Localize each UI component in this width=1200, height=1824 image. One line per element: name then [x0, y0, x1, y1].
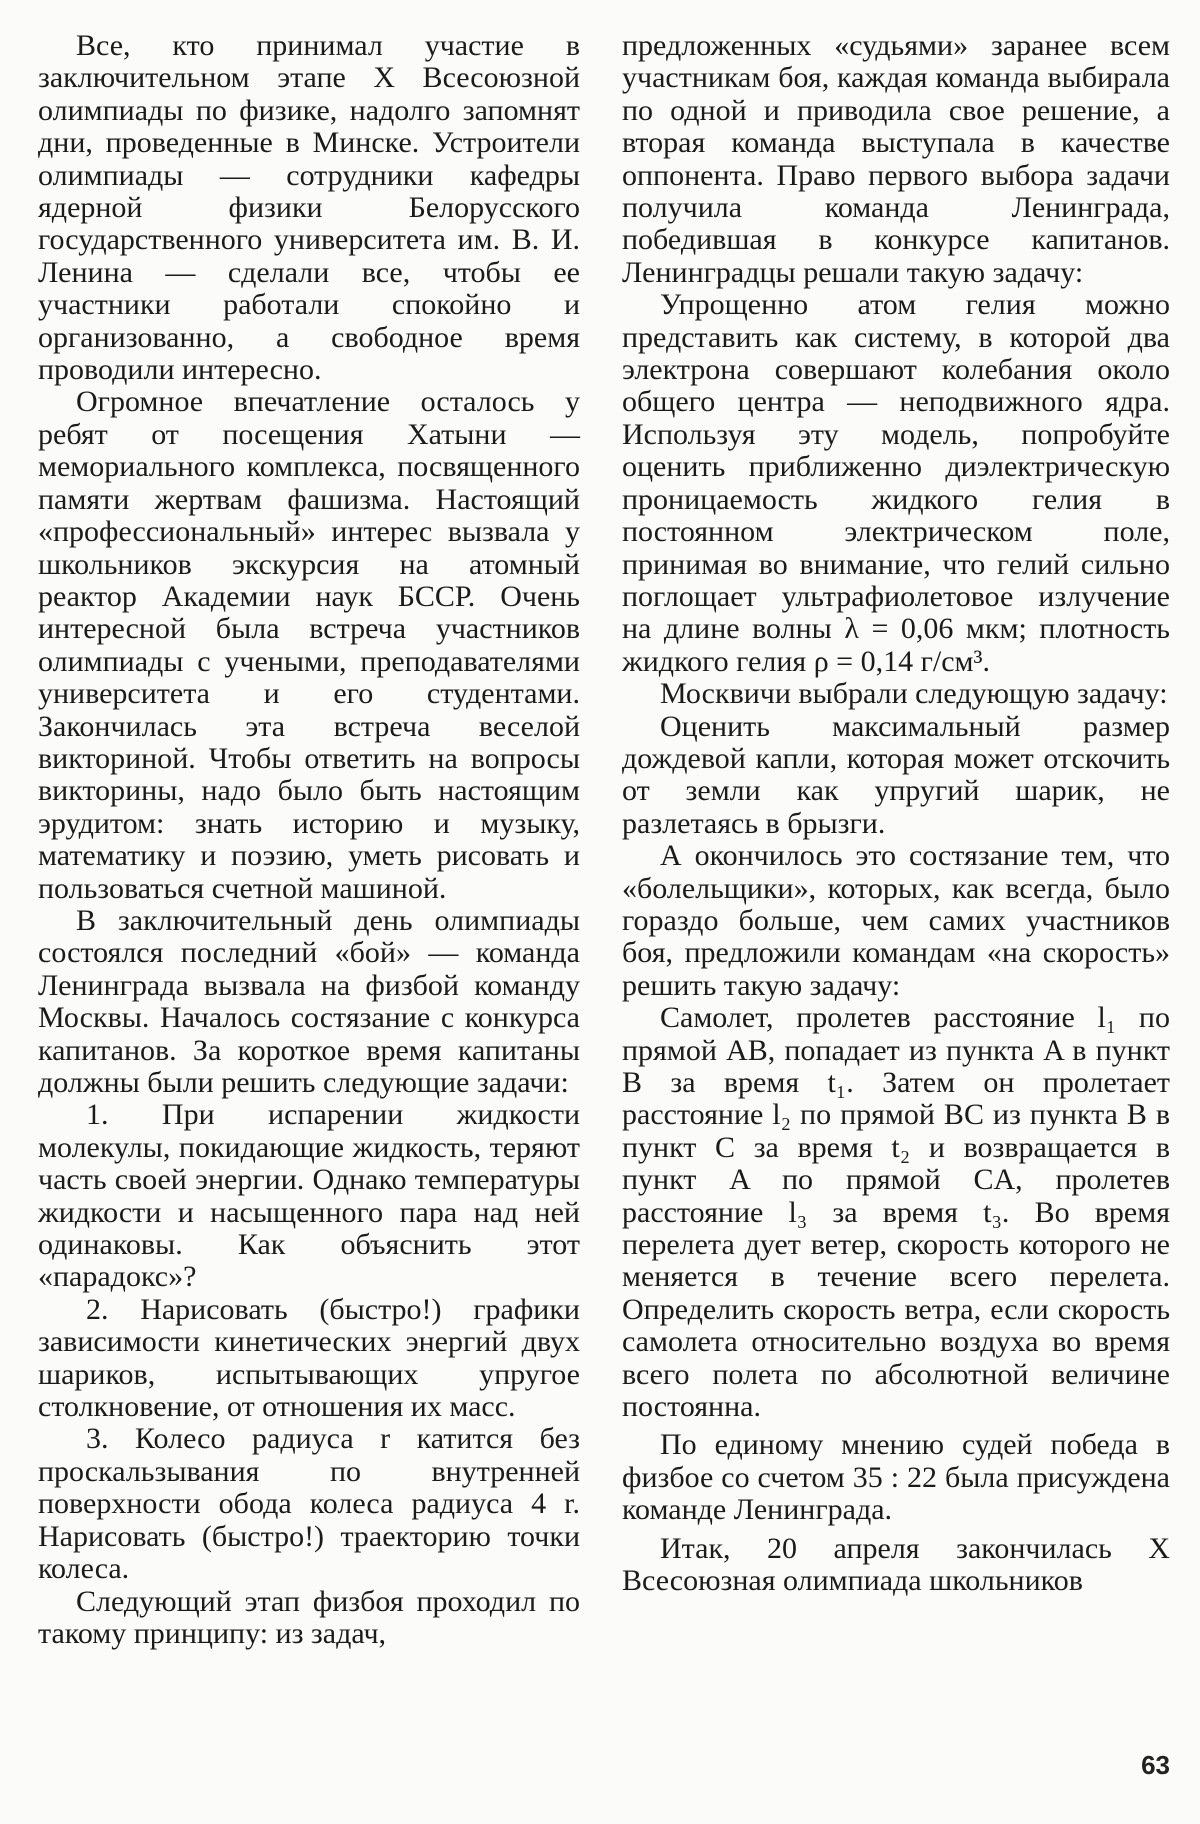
paragraph-fans: А окончилось это состязание тем, что «болельщики», которых, как всегда, было гораздо больше, чем самих участников боя, предложили командам «на скорость» решить такую задачу: — [622, 839, 1170, 1002]
left-text-column — [38, 30, 580, 1650]
problem-raindrop: Оценить максимальный размер дождевой капли, которая может отскочить от земли как упругий шарик, не разлетаясь в брызги. — [622, 709, 1170, 840]
paragraph-closing: Итак, 20 апреля закончилась X Всесоюзная олимпиада школьников — [622, 1531, 1170, 1598]
paragraph-continuation: предложенных «судьями» заранее всем участникам боя, каждая команда выбирала по одной и приводила свое решение, а вторая команда выступала в качестве оппонента. Право первого выбора задачи получила команда Ленинграда, победившая в конкурсе капитанов. Ленинградцы решали такую задачу: — [622, 29, 1170, 289]
paragraph-moscow-choice: Москвичи выбрали следующую задачу: — [660, 677, 1168, 711]
paragraph-intro: Все, кто принимал участие в заключительном этапе X Всесоюзной олимпиады по физике, надолго запомнят дни, проведенные в Минске. Устроители олимпиады — сотрудники кафедры ядерной физики Белорусского государственного университета им. В. И. Ленина — сделали все, чтобы ее участники работали спокойно и организованно, а свободное время проводили интересно. — [38, 29, 580, 387]
paragraph-next-stage: Следующий этап физбоя проходил по такому принципу: из задач, — [38, 1584, 580, 1650]
paragraph-verdict: По единому мнению судей победа в физбое со счетом 35 : 22 была присуждена команде Ленинграда. — [622, 1428, 1170, 1527]
right-text-column — [622, 30, 1170, 1598]
problem-item-2: 2. Нарисовать (быстро!) графики зависимости кинетических энергий двух шариков, испытывающих упругое столкновение, от отношения их масс. — [38, 1292, 580, 1424]
problem-helium: Упрощенно атом гелия можно представить как систему, в которой два электрона совершают колебания около общего центра — неподвижного ядра. Используя эту модель, попробуйте оценить приближенно диэлектрическую проницаемость жидкого гелия в постоянном электрическом поле, принимая во внимание, что гелий сильно поглощает ультрафиолетовое излучение на длине волны λ = 0,06 мкм; плотность жидкого гелия ρ = 0,14 г/см³. — [622, 288, 1170, 678]
problem-item-1: 1. При испарении жидкости молекулы, покидающие жидкость, теряют часть своей энергии. Однако температуры жидкости и насыщенного пара над ней одинаковы. Как объяснить этот «парадокс»? — [38, 1098, 580, 1294]
paragraph-final-day: В заключительный день олимпиады состоялся последний «бой» — команда Ленинграда вызвала на физбой команду Москвы. Началось состязание с конкурса капитанов. За короткое время капитаны должны были решить следующие задачи: — [38, 903, 580, 1099]
problem-item-3: 3. Колесо радиуса r катится без проскальзывания по внутренней поверхности обода колеса радиуса 4 r. Нарисовать (быстро!) траекторию точки колеса. — [38, 1422, 580, 1586]
problem-airplane: Самолет, пролетев расстояние l₁ по прямой AB, попадает из пункта A в пункт B за время t₁. Затем он пролетает расстояние l₂ по прямой BC из пункта B в пункт C за время t₂ и возвращается в пункт A по прямой CA, пролетев расстояние l₃ за время t₃. Во время перелета дует ветер, скорость которого не меняется в течение всего перелета. Определить скорость ветра, если скорость самолета относительно воздуха во время всего полета по абсолютной величине постоянна. — [622, 1001, 1170, 1424]
paragraph-khatyn: Огромное впечатление осталось у ребят от посещения Хатыни — мемориального комплекса, посвященного памяти жертвам фашизма. Настоящий «профессиональный» интерес вызвала у школьников экскурсия на атомный реактор Академии наук БССР. Очень интересной была встреча участников олимпиады с учеными, преподавателями университета и его студентами. Закончилась эта встреча веселой викториной. Чтобы ответить на вопросы викторины, надо было быть настоящим эрудитом: знать историю и музыку, математику и поэзию, уметь рисовать и пользоваться счетной машиной. — [38, 385, 580, 905]
page-number: 63 — [1141, 1750, 1170, 1780]
